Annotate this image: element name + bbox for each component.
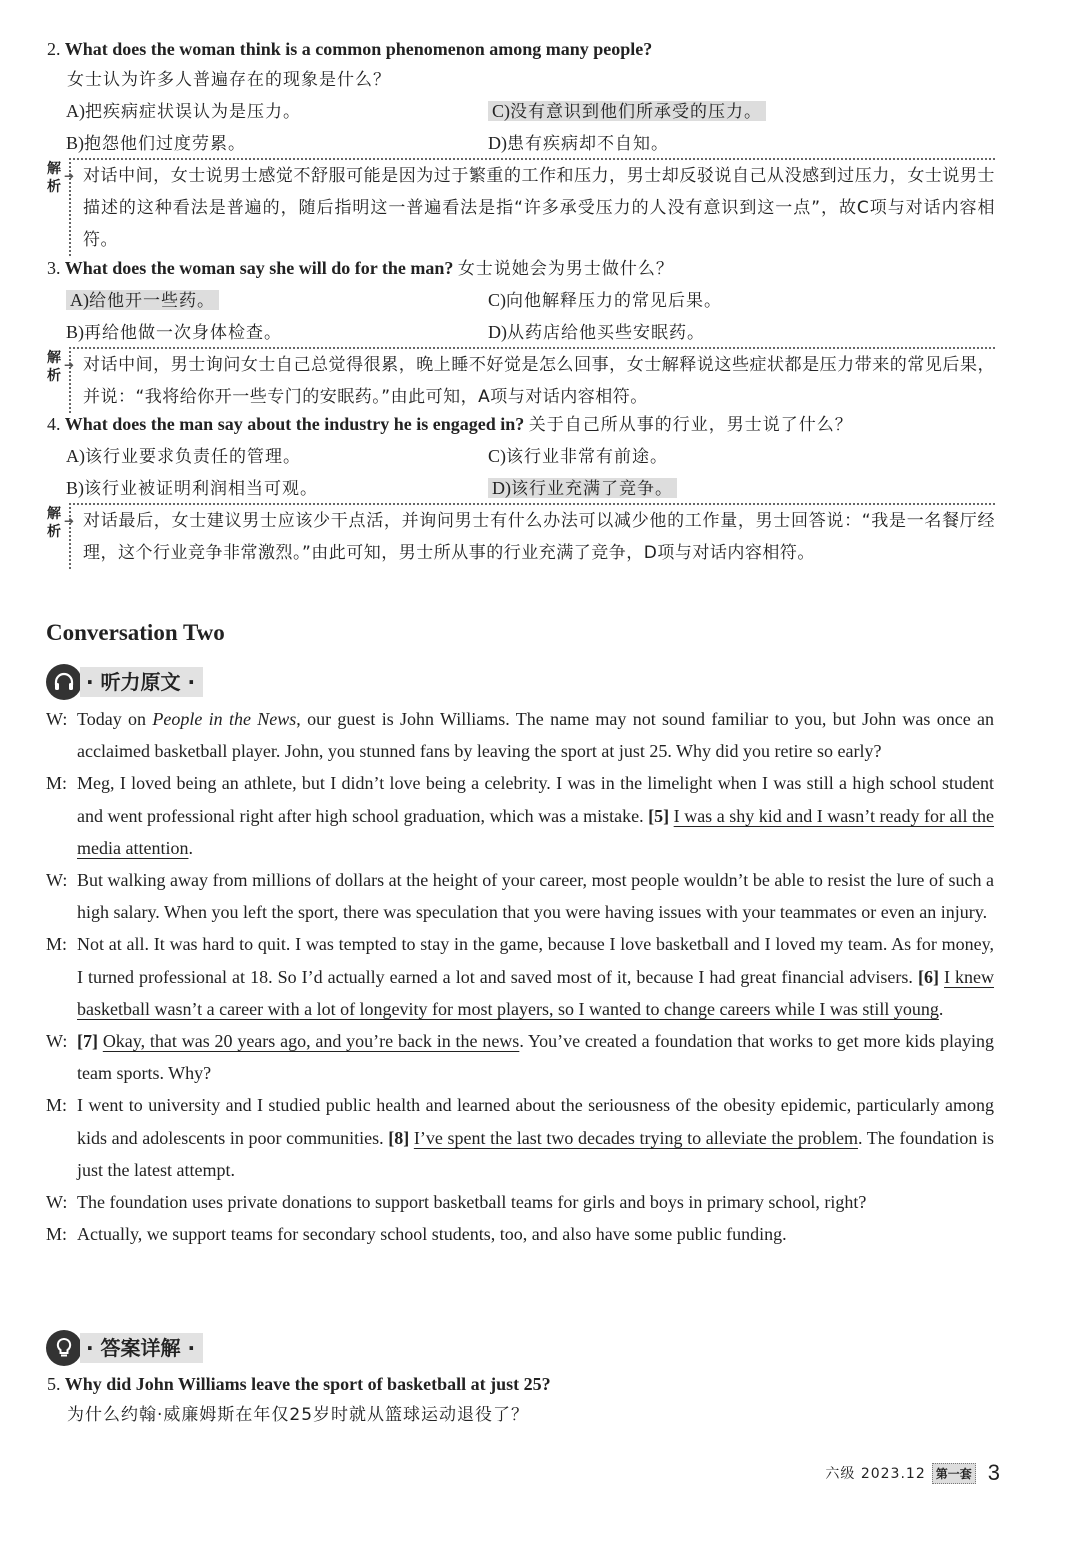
text-segment: . xyxy=(188,837,193,858)
analysis-box xyxy=(47,503,995,569)
option-letter: D) xyxy=(488,133,507,153)
question-marker: [8] xyxy=(388,1127,410,1148)
question-number: 3. xyxy=(47,258,61,278)
line-text xyxy=(77,1218,994,1250)
options xyxy=(47,285,997,349)
headphones-icon xyxy=(46,664,82,700)
page-footer xyxy=(825,1460,1000,1486)
question-translation: 关于自己所从事的行业，男士说了什么？ xyxy=(528,415,853,435)
option-letter: C) xyxy=(488,290,506,310)
option-d xyxy=(488,128,928,160)
analysis-label: 解析 xyxy=(47,350,61,384)
question-text: What does the woman say she will do for the man? xyxy=(64,258,454,278)
option-text: 患有疾病却不自知。 xyxy=(507,134,669,154)
option-text: 给他开一些药。 xyxy=(89,291,215,311)
line-text xyxy=(77,767,994,864)
speaker-label: M: xyxy=(46,773,68,794)
question-text: What does the man say about the industry he is engaged in? xyxy=(64,414,525,434)
question-2 xyxy=(47,34,997,160)
option-c xyxy=(488,96,928,128)
option-text: 没有意识到他们所承受的压力。 xyxy=(510,102,762,122)
question-text: Why did John Williams leave the sport of basketball at just 25? xyxy=(64,1374,551,1394)
transcript-line xyxy=(46,1218,994,1250)
analysis-text: 对话最后，女士建议男士应该少干点活，并询问男士有什么办法可以减少他的工作量，男士回答说：“我是一名餐厅经理，这个行业竞争非常激烈。”由此可知，男士所从事的行业充满了竞争，D项与对话内容相符。 xyxy=(69,503,995,569)
option-b xyxy=(66,473,488,505)
analysis-box xyxy=(47,347,995,413)
transcript-line xyxy=(46,1025,994,1089)
question-number: 2. xyxy=(47,39,61,59)
line-text xyxy=(77,864,994,928)
text-segment: But walking away from millions of dollars at the height of your career, most people wouldn’t be able to resist the lure of such a high salary. When you left the sport, there was speculation that you were having issues with your teammates or even an injury. xyxy=(77,870,994,923)
analysis-box xyxy=(47,158,995,256)
text-segment: People in the News xyxy=(152,709,297,729)
options xyxy=(47,441,997,505)
banner-label: · 听力原文 · xyxy=(80,667,203,697)
transcript-line xyxy=(46,1089,994,1186)
line-text xyxy=(77,1089,994,1186)
option-content xyxy=(488,101,766,121)
option-content xyxy=(488,133,669,153)
option-content xyxy=(66,290,219,310)
option-text: 向他解释压力的常见后果。 xyxy=(506,291,722,311)
option-letter: A) xyxy=(70,290,89,310)
option-text: 该行业充满了竞争。 xyxy=(511,479,673,499)
lightbulb-icon xyxy=(46,1330,82,1366)
transcript-line xyxy=(46,1186,994,1218)
option-content xyxy=(488,446,668,466)
question-5 xyxy=(47,1369,997,1431)
question-title xyxy=(47,253,997,285)
transcript-line xyxy=(46,928,994,1025)
option-d xyxy=(488,317,928,349)
option-d xyxy=(488,473,928,505)
text-segment: . xyxy=(938,998,944,1019)
option-text: 该行业被证明利润相当可观。 xyxy=(84,479,318,499)
option-content xyxy=(488,290,722,310)
option-letter: A) xyxy=(66,101,85,121)
answer-underline: Okay, that was 20 years ago, and you’re back in the news xyxy=(102,1031,520,1052)
option-letter: A) xyxy=(66,446,85,466)
option-content xyxy=(66,446,301,466)
option-text: 抱怨他们过度劳累。 xyxy=(84,134,246,154)
question-marker: [6] xyxy=(917,966,939,987)
option-c xyxy=(488,285,928,317)
question-marker: [5] xyxy=(648,805,670,826)
speaker-label: M: xyxy=(46,1224,68,1245)
set-badge: 第一套 xyxy=(932,1463,976,1484)
option-text: 再给他做一次身体检查。 xyxy=(84,323,282,343)
option-c xyxy=(488,441,928,473)
analysis-label: 解析 xyxy=(47,506,61,540)
speaker-label: M: xyxy=(46,934,68,955)
option-letter: D) xyxy=(492,478,511,498)
line-text xyxy=(77,928,994,1025)
speaker-label: W: xyxy=(46,870,68,891)
text-segment: Not at all. It was hard to quit. I was tempted to stay in the game, because I love basketball and I loved my team. As for money, I turned professional at 18. So I’d actually earned a lot and saved most of it, because I had great financial advisers. xyxy=(77,934,994,987)
option-content xyxy=(66,478,318,498)
option-content xyxy=(488,478,677,498)
question-3 xyxy=(47,253,997,349)
transcript-banner xyxy=(46,664,203,700)
speaker-label: W: xyxy=(46,1192,68,1213)
text-segment: Meg, I loved being an athlete, but I didn’t love being a celebrity. I was in the limelight when I was still a high school student and went professional right after high school graduation, which was a mistake. xyxy=(77,773,994,826)
speaker-label: W: xyxy=(46,1031,68,1052)
transcript-line xyxy=(46,864,994,928)
arrow-icon: ➔ xyxy=(64,358,75,372)
option-letter: B) xyxy=(66,133,84,153)
transcript xyxy=(46,703,994,1250)
text-segment: Today on xyxy=(77,709,153,729)
option-text: 该行业要求负责任的管理。 xyxy=(85,447,301,467)
answer-underline: I knew basketball wasn’t a career with a lot of longevity for most players, so I wanted to change careers while I was still young xyxy=(77,966,995,1019)
option-content xyxy=(488,322,705,342)
speaker-label: W: xyxy=(46,709,68,729)
text-segment: The foundation uses private donations to support basketball teams for girls and boys in primary school, right? xyxy=(77,1192,867,1213)
analysis-label: 解析 xyxy=(47,161,61,195)
question-title xyxy=(47,409,997,441)
analysis-text: 对话中间，男士询问女士自己总觉得很累，晚上睡不好觉是怎么回事，女士解释说这些症状都是压力带来的常见后果，并说：“我将给你开一些专门的安眠药。”由此可知，A项与对话内容相符。 xyxy=(69,347,995,413)
question-4 xyxy=(47,409,997,505)
question-text: What does the woman think is a common phenomenon among many people? xyxy=(64,39,653,59)
options xyxy=(47,96,997,160)
option-text: 从药店给他买些安眠药。 xyxy=(507,323,705,343)
option-letter: C) xyxy=(488,446,506,466)
option-letter: B) xyxy=(66,322,84,342)
line-text xyxy=(77,1186,994,1218)
line-text xyxy=(77,1025,994,1089)
text-segment: . The foundation is just the latest attempt. xyxy=(77,1127,995,1180)
answers-banner xyxy=(46,1330,203,1366)
answer-underline: I was a shy kid and I wasn’t ready for all the media attention xyxy=(77,805,995,858)
option-content xyxy=(66,322,282,342)
transcript-line xyxy=(46,703,994,767)
question-title xyxy=(47,34,997,65)
exam-level: 六级 2023.12 xyxy=(825,1466,926,1482)
option-letter: D) xyxy=(488,322,507,342)
question-translation: 女士认为许多人普遍存在的现象是什么？ xyxy=(67,70,391,90)
section-title: Conversation Two xyxy=(46,620,225,645)
arrow-icon: ➔ xyxy=(64,514,75,528)
option-a xyxy=(66,285,488,317)
question-translation: 为什么约翰·威廉姆斯在年仅25岁时就从篮球运动退役了？ xyxy=(67,1405,530,1425)
option-b xyxy=(66,317,488,349)
question-translation: 女士说她会为男士做什么？ xyxy=(457,259,674,279)
speaker-label: M: xyxy=(46,1095,68,1116)
option-a xyxy=(66,441,488,473)
transcript-line xyxy=(46,767,994,864)
text-segment: Actually, we support teams for secondary school students, too, and also have some public funding. xyxy=(77,1224,787,1245)
option-b xyxy=(66,128,488,160)
banner-label: · 答案详解 · xyxy=(80,1333,203,1363)
analysis-text: 对话中间，女士说男士感觉不舒服可能是因为过于繁重的工作和压力，男士却反驳说自己从没感到过压力，女士说男士描述的这种看法是普遍的，随后指明这一普遍看法是指“许多承受压力的人没有意识到这一点”，故C项与对话内容相符。 xyxy=(69,158,995,256)
question-marker: [7] xyxy=(77,1031,98,1052)
option-content xyxy=(66,133,246,153)
text-segment: . You’ve created a foundation that works to get more kids playing team sports. Why? xyxy=(77,1031,995,1084)
option-letter: C) xyxy=(492,101,510,121)
page-number: 3 xyxy=(987,1460,1000,1485)
line-text xyxy=(77,703,994,767)
option-a xyxy=(66,96,488,128)
question-number: 5. xyxy=(47,1374,61,1394)
arrow-icon: ➔ xyxy=(64,169,75,183)
text-segment: I went to university and I studied public health and learned about the seriousness of the obesity epidemic, particularly among kids and adolescents in poor communities. xyxy=(77,1095,994,1148)
option-text: 把疾病症状误认为是压力。 xyxy=(85,102,301,122)
option-text: 该行业非常有前途。 xyxy=(506,447,668,467)
option-letter: B) xyxy=(66,478,84,498)
option-content xyxy=(66,101,301,121)
text-segment: , our guest is John Williams. The name may not sound familiar to you, but John was once an acclaimed basketball player. John, you stunned fans by leaving the sport at just 25. Why did you retire so early? xyxy=(77,709,994,762)
answer-underline: I’ve spent the last two decades trying to alleviate the problem xyxy=(413,1127,858,1148)
question-number: 4. xyxy=(47,414,61,434)
